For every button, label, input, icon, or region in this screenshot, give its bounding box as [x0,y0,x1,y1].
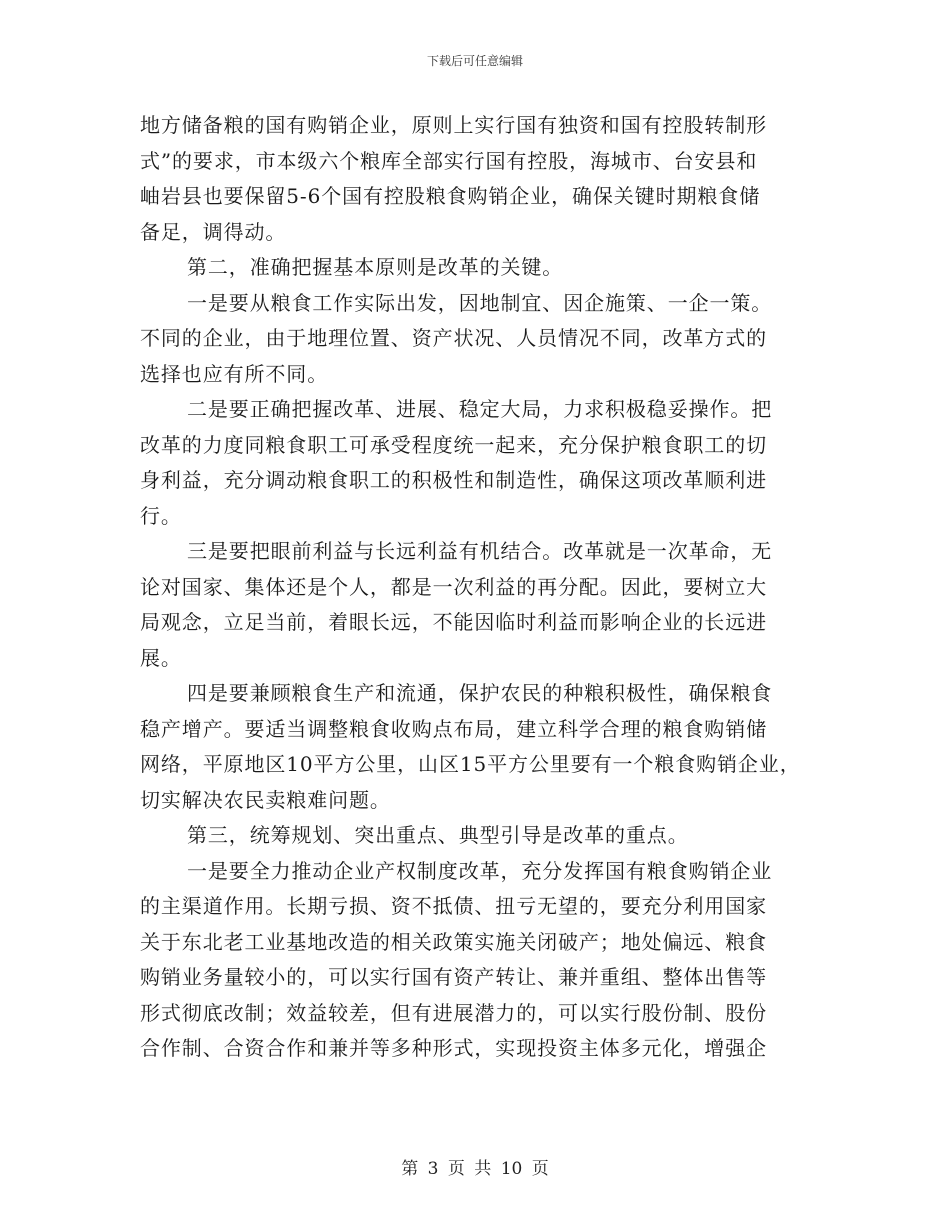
paragraph-line: 不同的企业，由于地理位置、资产状况、人员情况不同，改革方式的 [140,326,767,350]
paragraph-line: 的主渠道作用。长期亏损、资不抵债、扭亏无望的，要充分利用国家 [140,894,767,918]
paragraph-line: 切实解决农民卖粮难问题。 [140,787,391,812]
paragraph-line: 备足，调得动。 [140,219,287,244]
paragraph-line: 行。 [140,503,182,528]
paragraph-line: 身利益，充分调动粮食职工的积极性和制造性，确保这项改革顺利进 [140,468,767,492]
paragraph-first-line: 一是要全力推动企业产权制度改革，充分发挥国有粮食购销企业 [187,858,773,883]
paragraph-first-line: 第二，准确把握基本原则是改革的关键。 [187,255,564,279]
paragraph-line: 形式彻底改制；效益较差，但有进展潜力的，可以实行股份制、股份 [140,1000,767,1025]
paragraph-first-line: 四是要兼顾粮食生产和流通，保护农民的种粮积极性，确保粮食 [187,681,773,705]
page-header-note: 下载后可任意编辑 [426,54,523,68]
paragraph-first-line: 第三，统筹规划、突出重点、典型引导是改革的重点。 [187,823,689,847]
paragraph-line: 论对国家、集体还是个人，都是一次利益的再分配。因此，要树立大 [140,574,767,599]
document-body [140,108,820,1067]
paragraph-first-line: 一是要从粮食工作实际出发，因地制宜、因企施策、一企一策。 [187,290,773,315]
paragraph-line: 地方储备粮的国有购销企业，原则上实行国有独资和国有控股转制形 [140,113,767,137]
page-number-footer: 第 3 页 共 10 页 [401,1159,549,1179]
paragraph-line: 关于东北老工业基地改造的相关政策实施关闭破产；地处偏远、粮食 [140,929,767,954]
paragraph-line: 岫岩县也要保留5-6个国有控股粮食购销企业，确保关键时期粮食储 [140,184,761,208]
paragraph-line: 网络，平原地区10平方公里，山区15平方公里要有一个粮食购销企业， [140,752,801,776]
paragraph-line: 展。 [140,645,182,670]
paragraph-first-line: 二是要正确把握改革、进展、稳定大局，力求积极稳妥操作。把 [187,397,773,421]
paragraph-line: 合作制、合资合作和兼并等多种形式，实现投资主体多元化，增强企 [140,1036,767,1060]
paragraph-line: 改革的力度同粮食职工可承受程度统一起来，充分保护粮食职工的切 [140,432,767,457]
paragraph-first-line: 三是要把眼前利益与长远利益有机结合。改革就是一次革命，无 [187,539,773,563]
paragraph-line: 局观念，立足当前，着眼长远，不能因临时利益而影响企业的长远进 [140,610,767,634]
paragraph-line: 购销业务量较小的，可以实行国有资产转让、兼并重组、整体出售等 [140,965,767,989]
paragraph-line: 式”的要求，市本级六个粮库全部实行国有控股，海城市、台安县和 [140,148,758,173]
paragraph-line: 选择也应有所不同。 [140,361,329,386]
paragraph-line: 稳产增产。要适当调整粮食收购点布局，建立科学合理的粮食购销储 [140,716,767,741]
